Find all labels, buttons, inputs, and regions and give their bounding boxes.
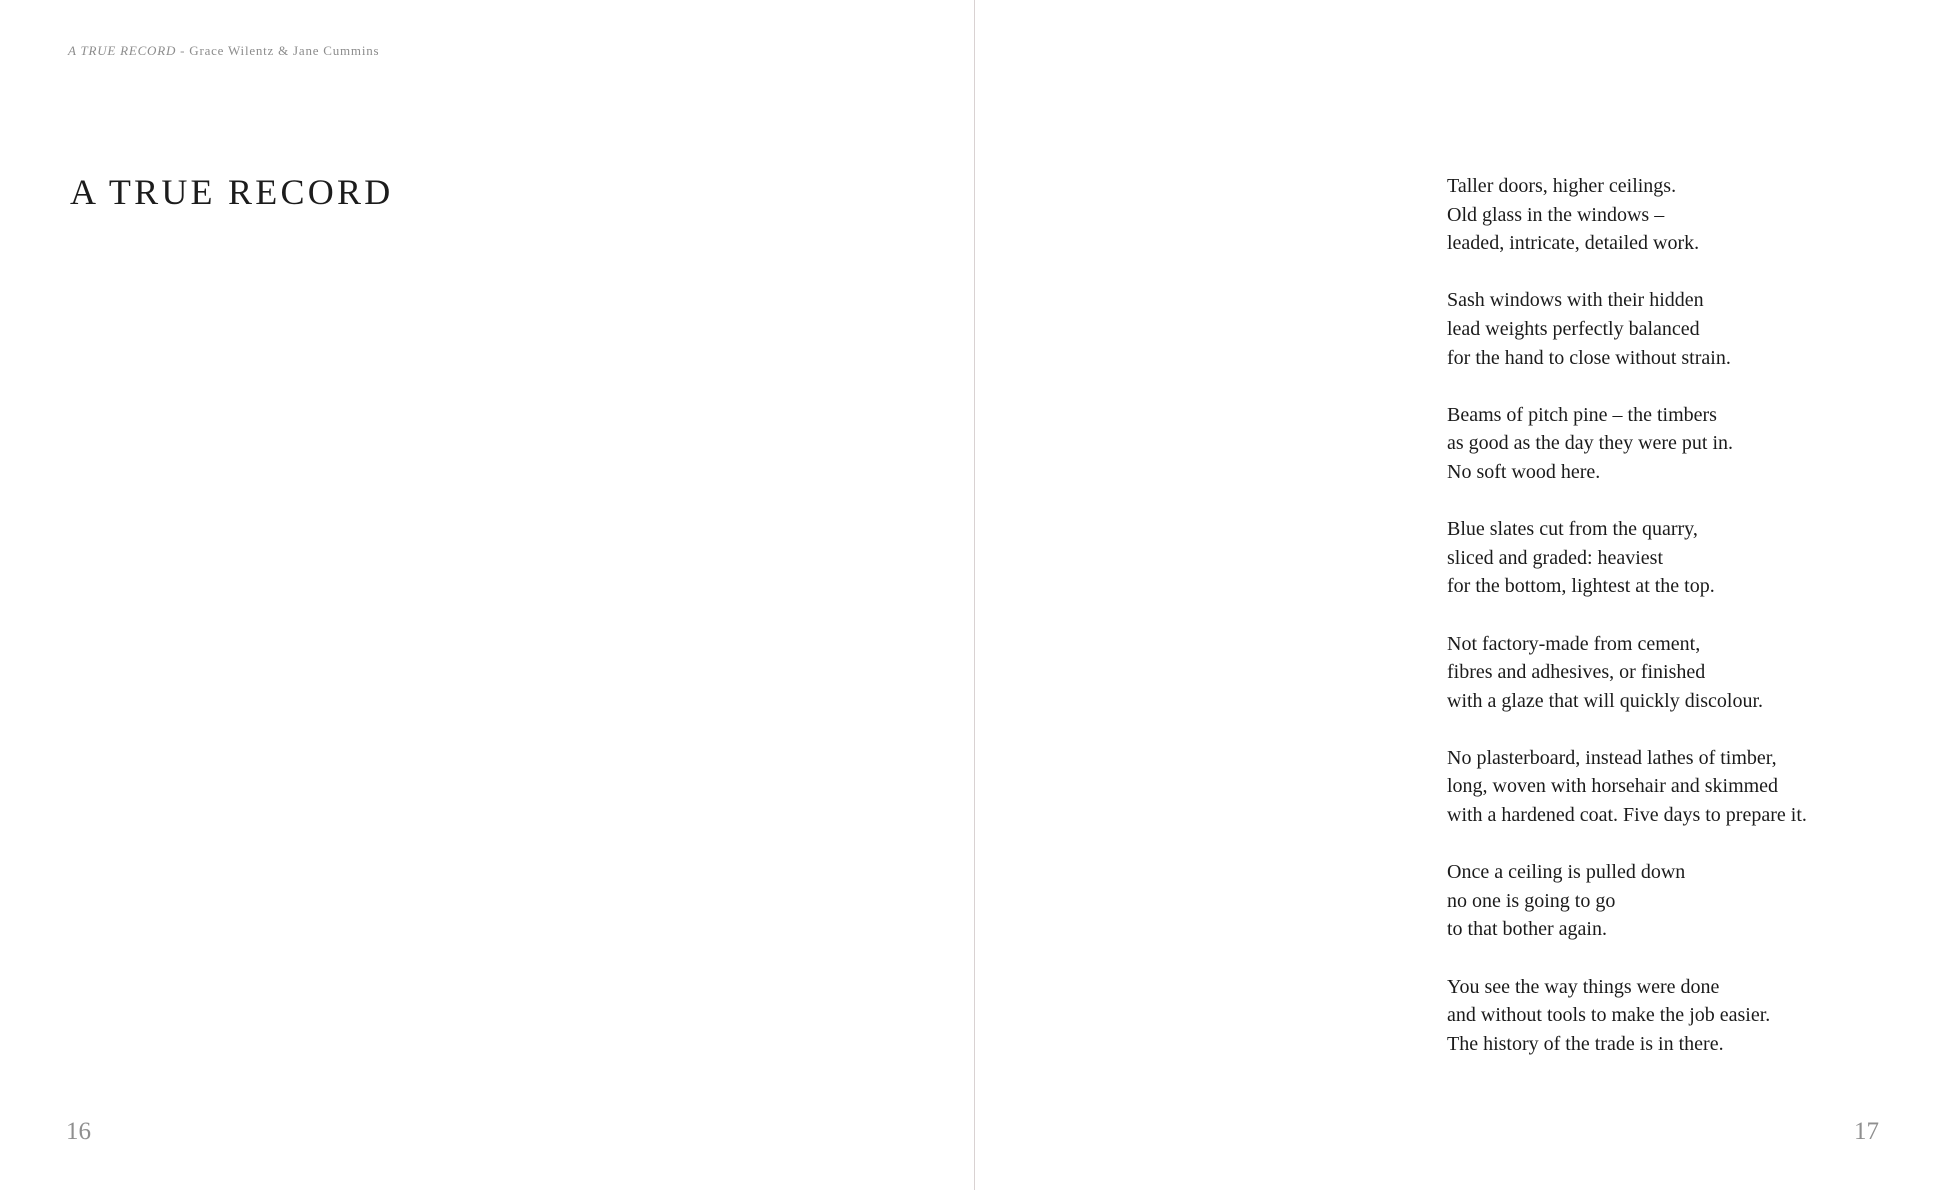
poem-stanza bbox=[1447, 286, 1807, 372]
running-header bbox=[68, 43, 379, 59]
poem-body bbox=[1447, 172, 1807, 1087]
running-header-authors: Grace Wilentz & Jane Cummins bbox=[189, 43, 380, 58]
poem-line: as good as the day they were put in. bbox=[1447, 432, 1734, 455]
poem-line: No plasterboard, instead lathes of timber, bbox=[1447, 746, 1777, 769]
poem-stanza bbox=[1447, 630, 1807, 716]
poem-line: Taller doors, higher ceilings. bbox=[1447, 175, 1677, 197]
poem-line: long, woven with horsehair and skimmed bbox=[1447, 775, 1779, 798]
poem-line: and without tools to make the job easier. bbox=[1447, 1004, 1771, 1027]
poem-line: No soft wood here. bbox=[1447, 460, 1601, 483]
poem-stanza bbox=[1447, 858, 1807, 944]
poem-line: Blue slates cut from the quarry, bbox=[1447, 518, 1698, 541]
poem-line: no one is going to go bbox=[1447, 889, 1616, 912]
poem-stanza bbox=[1447, 744, 1807, 830]
poem-line: Once a ceiling is pulled down bbox=[1447, 861, 1686, 884]
poem-line: Beams of pitch pine – the timbers bbox=[1447, 403, 1717, 426]
poem-line: leaded, intricate, detailed work. bbox=[1447, 232, 1700, 255]
poem-line: Sash windows with their hidden bbox=[1447, 289, 1704, 312]
poem-line: fibres and adhesives, or finished bbox=[1447, 661, 1706, 684]
poem-line: with a hardened coat. Five days to prepare it. bbox=[1447, 804, 1807, 827]
poem-line: to that bother again. bbox=[1447, 918, 1607, 941]
page-gutter-divider bbox=[974, 0, 975, 1190]
running-header-separator: - bbox=[176, 43, 190, 58]
page-number-left: 16 bbox=[66, 1118, 91, 1145]
poem-line: for the bottom, lightest at the top. bbox=[1447, 575, 1715, 598]
poem-line: for the hand to close without strain. bbox=[1447, 346, 1731, 369]
poem-line: Old glass in the windows – bbox=[1447, 203, 1665, 226]
poem-line: lead weights perfectly balanced bbox=[1447, 317, 1700, 340]
page-number-right: 17 bbox=[1854, 1118, 1879, 1145]
poem-stanza bbox=[1447, 401, 1807, 487]
poem-stanza bbox=[1447, 973, 1807, 1059]
poem-line: sliced and graded: heaviest bbox=[1447, 546, 1664, 569]
poem-title: A TRUE RECORD bbox=[70, 172, 394, 212]
poem-line: You see the way things were done bbox=[1447, 975, 1720, 998]
poem-stanza bbox=[1447, 515, 1807, 601]
poem-line: with a glaze that will quickly discolour. bbox=[1447, 689, 1764, 712]
running-header-title: A TRUE RECORD bbox=[68, 43, 177, 58]
poem-line: Not factory-made from cement, bbox=[1447, 632, 1701, 655]
poem-line: The history of the trade is in there. bbox=[1447, 1032, 1724, 1055]
poem-stanza bbox=[1447, 172, 1807, 258]
